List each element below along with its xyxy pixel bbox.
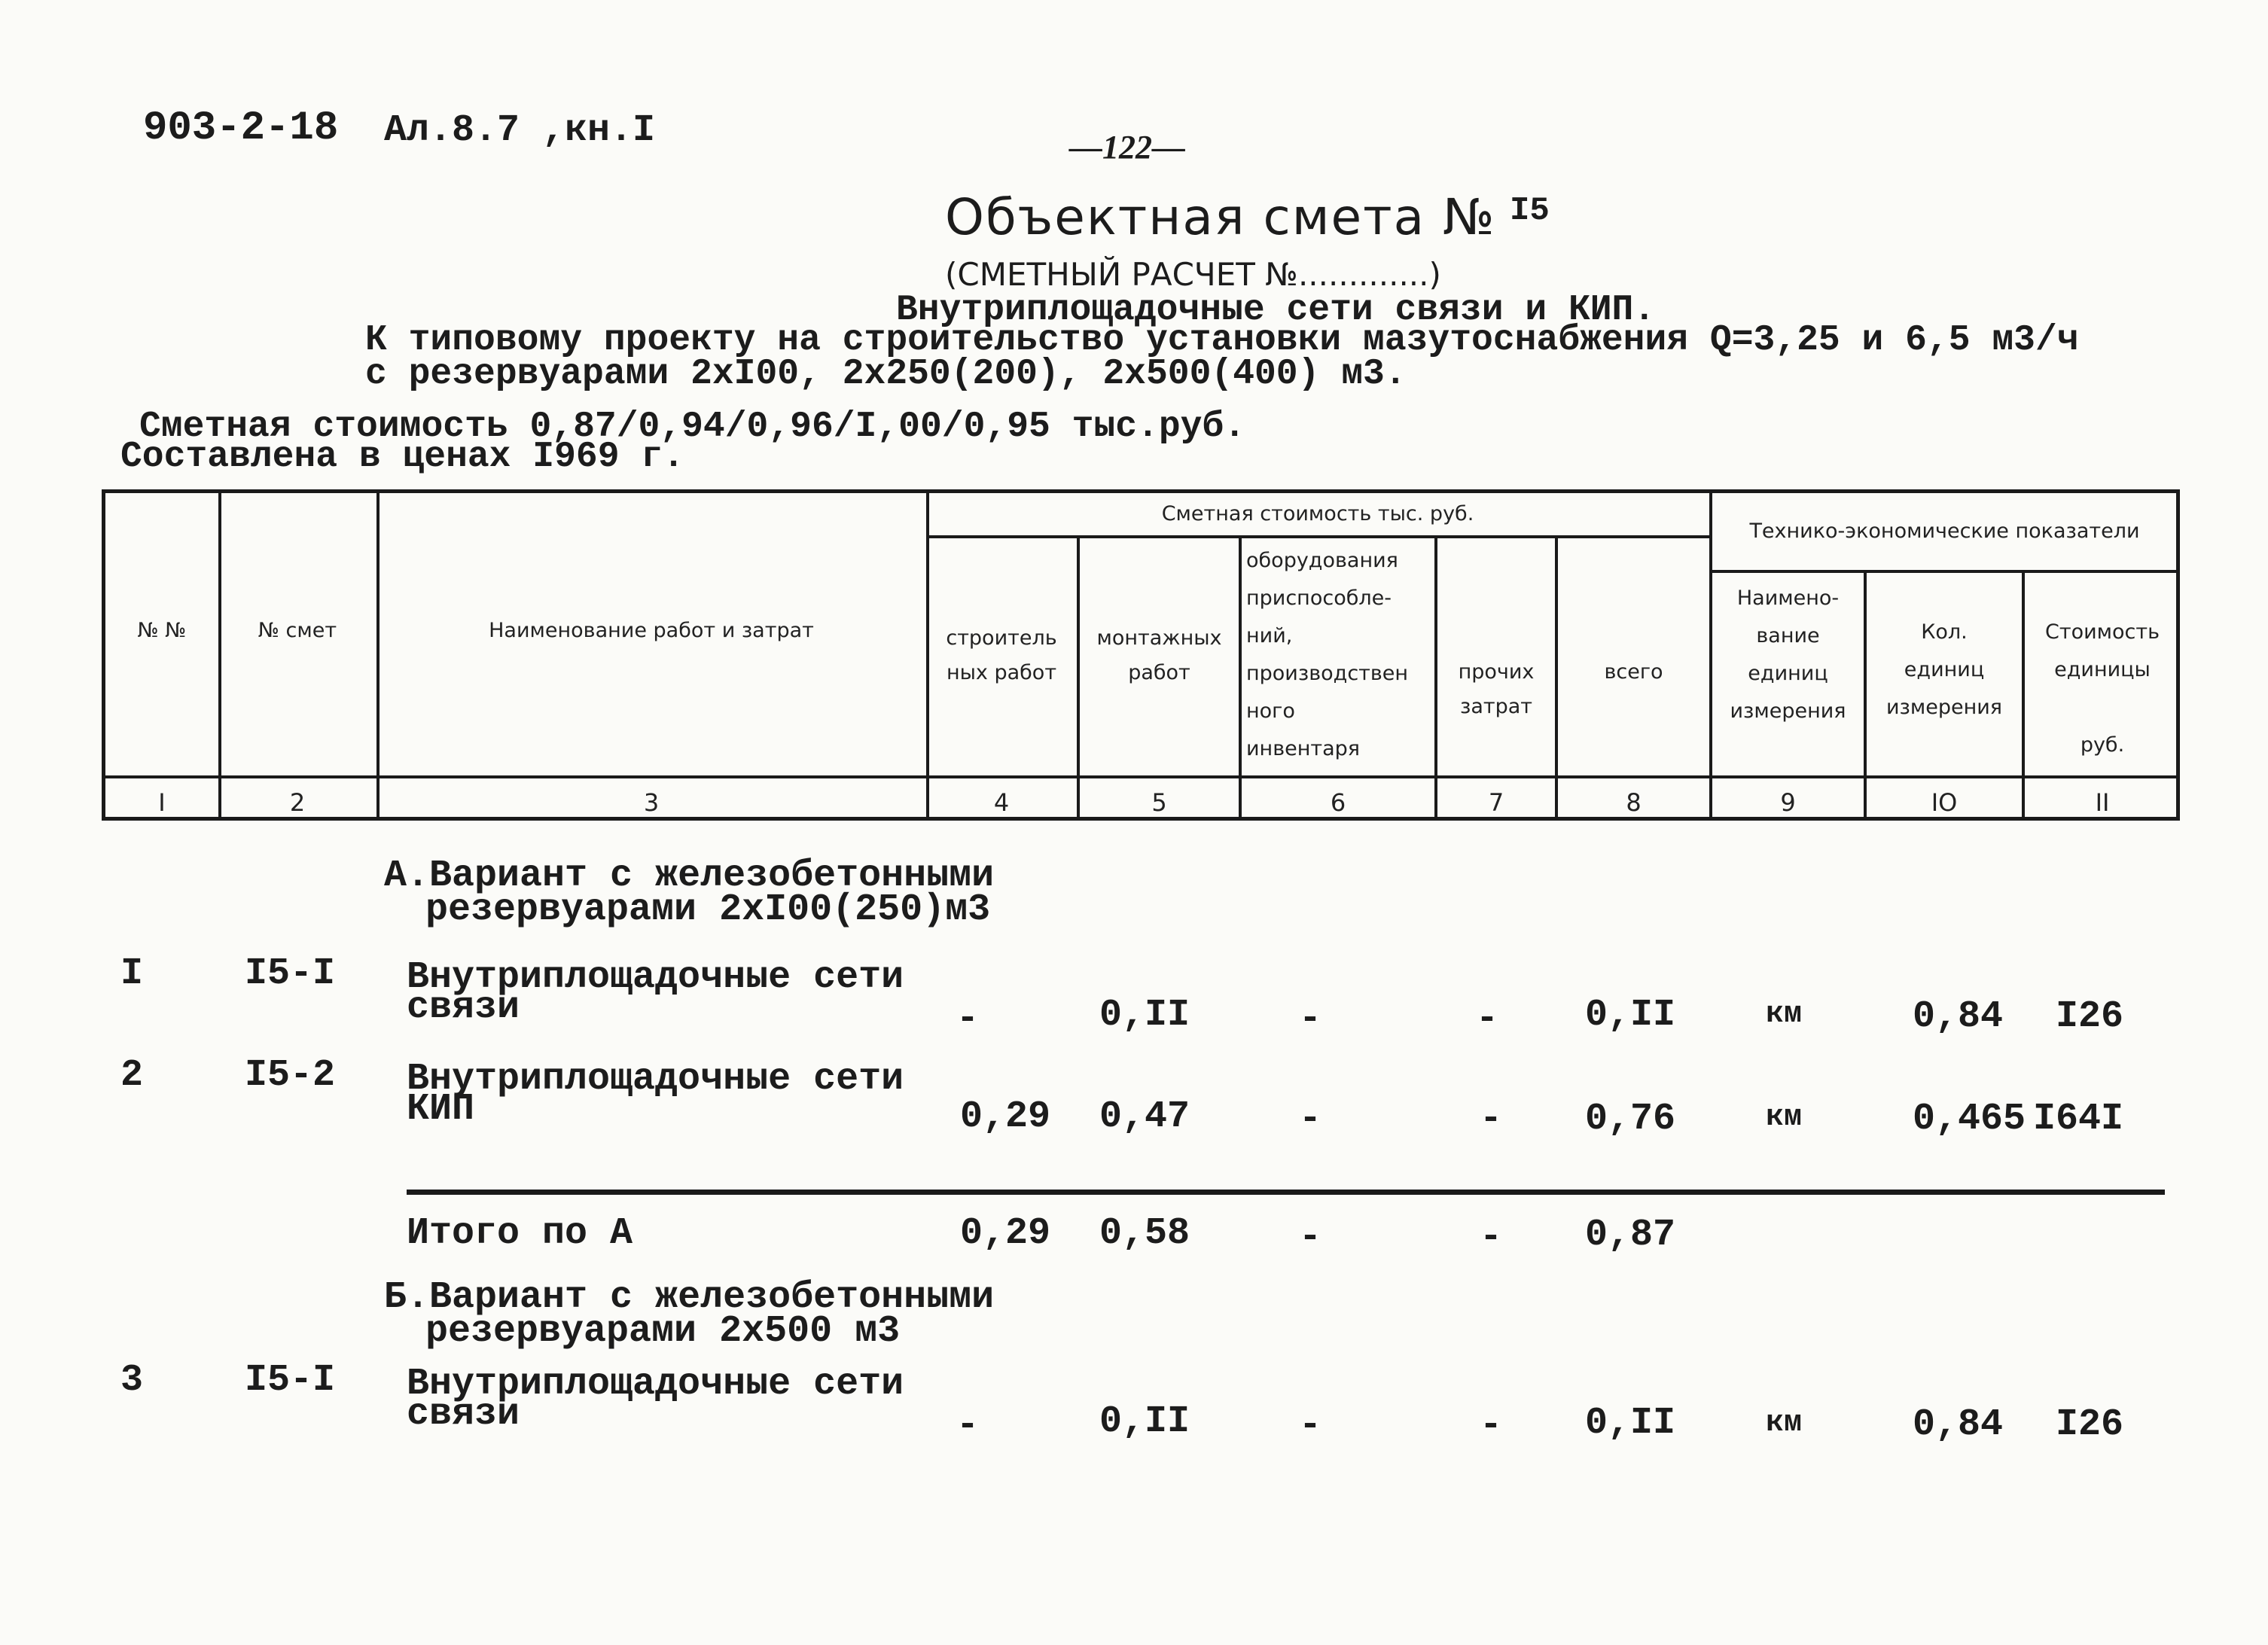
row-price: I64I bbox=[2033, 1098, 2124, 1141]
row-unit: км bbox=[1766, 1101, 1803, 1135]
header-col-other: прочих затрат bbox=[1458, 660, 1535, 718]
header-col-smet: № смет bbox=[258, 619, 337, 642]
estimated-cost: Сметная стоимость 0,87/0,94/0,96/I,00/0,95 тыс.руб. bbox=[139, 407, 1246, 447]
estimate-table-header bbox=[102, 489, 2180, 821]
row-qty: 0,465 bbox=[1913, 1098, 2026, 1141]
header-col-total: всего bbox=[1604, 660, 1663, 684]
row-mount: 0,II bbox=[1099, 1400, 1190, 1443]
document-code: 903-2-18 bbox=[143, 105, 339, 151]
col-number: 6 bbox=[1330, 788, 1346, 817]
header-group-cost: Сметная стоимость тыс. руб. bbox=[1161, 502, 1474, 525]
total-equip: - bbox=[1299, 1216, 1322, 1259]
header-col-mount: монтажных работ bbox=[1096, 626, 1222, 684]
row-name: Внутриплощадочные сети bbox=[407, 1058, 904, 1101]
row-build: - bbox=[956, 1404, 980, 1447]
row-name: Внутриплощадочные сети bbox=[407, 1363, 904, 1406]
price-basis: Составлена в ценах I969 г. bbox=[120, 437, 684, 477]
page-number: —122— bbox=[1069, 129, 1185, 166]
row-price: I26 bbox=[2056, 1403, 2124, 1446]
col-number: II bbox=[2095, 788, 2110, 817]
total-mount: 0,58 bbox=[1099, 1212, 1190, 1255]
header-col-no: № № bbox=[137, 619, 187, 642]
row-total: 0,II bbox=[1585, 994, 1676, 1037]
row-smet: I5-2 bbox=[245, 1054, 336, 1097]
total-other: - bbox=[1480, 1216, 1503, 1259]
col-number: 7 bbox=[1488, 788, 1504, 817]
row-build: - bbox=[956, 998, 980, 1040]
row-no: I bbox=[120, 952, 144, 995]
row-other: - bbox=[1480, 1404, 1503, 1447]
row-no: 2 bbox=[120, 1054, 144, 1097]
row-total: 0,76 bbox=[1585, 1098, 1676, 1141]
total-label: Итого по А bbox=[407, 1212, 633, 1255]
row-name: Внутриплощадочные сети bbox=[407, 956, 904, 999]
row-mount: 0,II bbox=[1099, 994, 1190, 1037]
row-other: - bbox=[1480, 1098, 1503, 1141]
header-col-build: строитель ных работ bbox=[946, 626, 1057, 684]
header-group-tech: Технико-экономические показатели bbox=[1749, 519, 2140, 543]
row-price: I26 bbox=[2056, 995, 2124, 1038]
row-equip: - bbox=[1299, 998, 1322, 1040]
row-total: 0,II bbox=[1585, 1402, 1676, 1445]
album-reference: Ал.8.7 ,кн.I bbox=[384, 109, 656, 152]
row-build: 0,29 bbox=[960, 1095, 1051, 1138]
project-description: К типовому проекту на строительство установки мазутоснабжения Q=3,25 и 6,5 м3/ч bbox=[365, 320, 2079, 361]
row-smet: I5-I bbox=[245, 1359, 336, 1402]
row-other: - bbox=[1476, 998, 1499, 1040]
section-b-subtitle: резервуарами 2х500 м3 bbox=[425, 1310, 901, 1353]
col-number: 5 bbox=[1151, 788, 1167, 817]
header-col-unit: Наимено- вание единиц измерения bbox=[1730, 586, 1846, 723]
row-qty: 0,84 bbox=[1913, 1403, 2004, 1446]
page-title: Объектная смета № bbox=[945, 188, 1496, 246]
col-number: 2 bbox=[289, 788, 306, 817]
header-col-equip: оборудования приспособле- ний, производствен ного инвентаря bbox=[1246, 549, 1409, 760]
row-smet: I5-I bbox=[245, 952, 336, 995]
section-b-title: Б.Вариант с железобетонными bbox=[384, 1276, 995, 1319]
total-build: 0,29 bbox=[960, 1212, 1051, 1255]
section-a-subtitle: резервуарами 2хI00(250)м3 bbox=[425, 888, 991, 931]
col-number: 8 bbox=[1626, 788, 1642, 817]
project-reservoirs: с резервуарами 2хI00, 2х250(200), 2х500(400) м3. bbox=[365, 354, 1407, 394]
col-number: 3 bbox=[643, 788, 660, 817]
title-number: I5 bbox=[1510, 192, 1550, 230]
row-equip: - bbox=[1299, 1098, 1322, 1141]
row-qty: 0,84 bbox=[1913, 995, 2004, 1038]
row-no: 3 bbox=[120, 1359, 144, 1402]
total-sum: 0,87 bbox=[1585, 1214, 1676, 1257]
row-name: связи bbox=[407, 986, 520, 1029]
row-unit: км bbox=[1766, 1406, 1803, 1440]
section-a-title: А.Вариант с железобетонными bbox=[384, 854, 995, 897]
row-equip: - bbox=[1299, 1404, 1322, 1447]
total-divider bbox=[407, 1190, 2165, 1195]
row-unit: км bbox=[1766, 998, 1803, 1031]
col-number: 9 bbox=[1780, 788, 1796, 817]
col-number: I bbox=[158, 788, 166, 817]
object-name: Внутриплощадочные сети связи и КИП. bbox=[896, 290, 1656, 331]
row-name: связи bbox=[407, 1393, 520, 1436]
row-name: КИП bbox=[407, 1088, 475, 1131]
row-mount: 0,47 bbox=[1099, 1095, 1190, 1138]
header-col-name: Наименование работ и затрат bbox=[489, 619, 814, 642]
header-col-qty: Кол. единиц измерения bbox=[1885, 620, 2003, 719]
col-number: IO bbox=[1931, 788, 1958, 817]
header-col-price: Стоимость единицы руб. bbox=[2044, 620, 2160, 757]
col-number: 4 bbox=[993, 788, 1010, 817]
subtitle: (СМЕТНЫЙ РАСЧЕТ №.............) bbox=[945, 256, 1441, 293]
